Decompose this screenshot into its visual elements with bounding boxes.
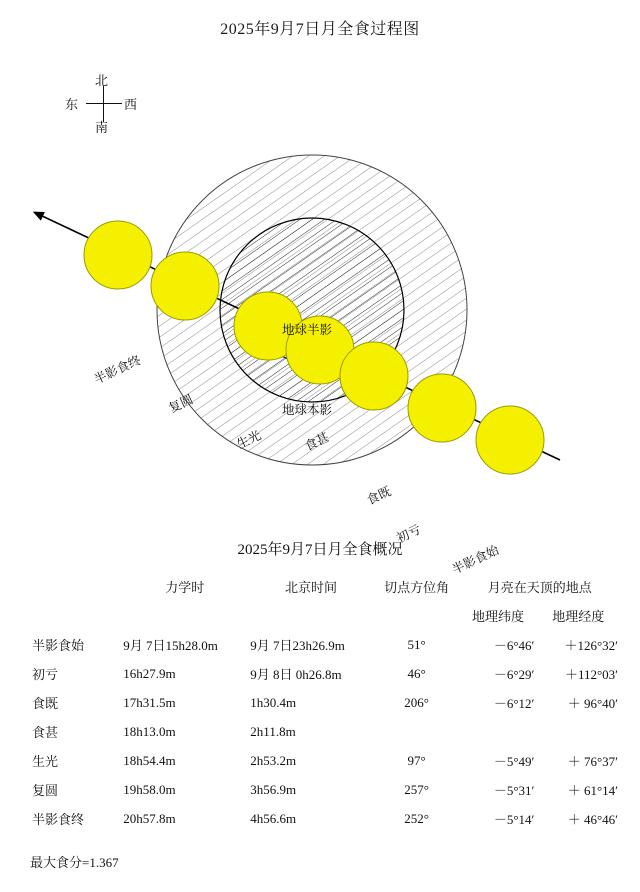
moon-penumbral-end [84,221,152,289]
cell-longitude: ＋ 61°14′ [567,783,618,798]
compass-west-label: 西 [124,97,138,112]
cell-dynamical-time: 9月 7日15h28.0m [123,638,218,653]
cell-latitude [460,717,537,746]
label-last-contact: 复圆 [166,392,196,416]
cell-beijing-time: 4h56.6m [250,810,297,826]
compass-rose [62,70,148,138]
cell-event: 半影食始 [32,638,85,653]
cell-event: 生光 [32,754,59,769]
cell-beijing-time: 3h56.9m [250,781,297,797]
cell-beijing-time: 1h30.4m [250,694,297,710]
moon-last-contact [151,252,219,320]
cell-longitude: ＋112°03′ [564,667,618,682]
table-row [30,746,620,775]
cell-dynamical-time: 16h27.9m [123,665,176,681]
label-penumbral-end: 半影食终 [91,352,144,387]
cell-longitude: ＋ 76°37′ [567,754,618,769]
cell-azimuth: 252° [404,810,429,826]
label-start-of-totality: 食既 [364,484,394,508]
compass-south-label: 南 [95,120,109,135]
cell-dynamical-time: 17h31.5m [123,694,176,710]
moon-penumbral-start [476,406,544,474]
cell-event: 复圆 [32,783,59,798]
moon-first-contact [408,374,476,442]
cell-dynamical-time: 18h54.4m [123,752,176,768]
cell-event: 食既 [32,696,59,711]
subheader-longitude: 地理经度 [552,609,605,624]
magnitude-note: 最大食分=1.367 [30,855,119,870]
table-header-row [30,572,620,601]
subheader-latitude: 地理纬度 [471,609,524,624]
subheader-spacer-4 [374,601,460,630]
moon-start-of-totality [340,342,408,410]
subheader-spacer-1 [30,601,121,630]
cell-latitude: －5°49′ [493,754,535,769]
table-row [30,630,620,659]
cell-latitude: －6°46′ [493,638,535,653]
cell-beijing-time: 9月 8日 0h26.8m [250,667,342,682]
compass-north-label: 北 [95,73,109,88]
label-end-of-totality: 生光 [234,428,264,452]
table-row [30,688,620,717]
label-first-contact: 初亏 [394,522,424,546]
header-dynamical-time: 力学时 [165,580,205,595]
cell-azimuth: 46° [407,665,426,681]
compass-east-label: 东 [65,97,79,112]
cell-dynamical-time: 20h57.8m [123,810,176,826]
table-row [30,804,620,833]
header-beijing-time: 北京时间 [284,580,337,595]
compass-horizontal-line [86,103,122,104]
table-body [30,630,620,833]
subheader-spacer-3 [248,601,373,630]
cell-event: 初亏 [32,667,59,682]
summary-title: 2025年9月7日月全食概况 [237,542,403,558]
cell-latitude: －6°12′ [493,696,535,711]
cell-longitude: ＋126°32′ [564,638,618,653]
umbra-label: 地球本影 [282,403,333,417]
penumbra-label: 地球半影 [282,323,333,337]
header-event [30,572,121,601]
cell-dynamical-time: 19h58.0m [123,781,176,797]
cell-event: 半影食终 [32,812,85,827]
cell-latitude: －5°31′ [493,783,535,798]
cell-azimuth: 257° [404,781,429,797]
cell-beijing-time: 2h11.8m [250,723,296,739]
header-contact-azimuth: 切点方位角 [384,580,450,595]
label-penumbral-start: 半影食始 [449,542,502,577]
cell-event: 食甚 [32,725,59,740]
cell-longitude [536,717,620,746]
table-row [30,659,620,688]
cell-azimuth: 97° [407,752,426,768]
table-subheader-row [30,601,620,630]
cell-azimuth [374,717,460,746]
label-greatest-eclipse: 食甚 [302,430,332,454]
header-zenith-group: 月亮在天顶的地点 [487,580,592,595]
cell-latitude: －6°29′ [493,667,535,682]
cell-longitude: ＋ 96°40′ [567,696,618,711]
table-row [30,775,620,804]
cell-latitude: －5°14′ [493,812,535,827]
cell-dynamical-time: 18h13.0m [123,723,176,739]
cell-beijing-time: 2h53.2m [250,752,297,768]
eclipse-circumstances-table [30,572,620,833]
cell-azimuth: 51° [407,636,426,652]
table-row [30,717,620,746]
cell-longitude: ＋ 46°46′ [567,812,618,827]
cell-beijing-time: 9月 7日23h26.9m [250,638,345,653]
cell-azimuth: 206° [404,694,429,710]
subheader-spacer-2 [121,601,248,630]
page-title: 2025年9月7日月全食过程图 [220,21,420,38]
